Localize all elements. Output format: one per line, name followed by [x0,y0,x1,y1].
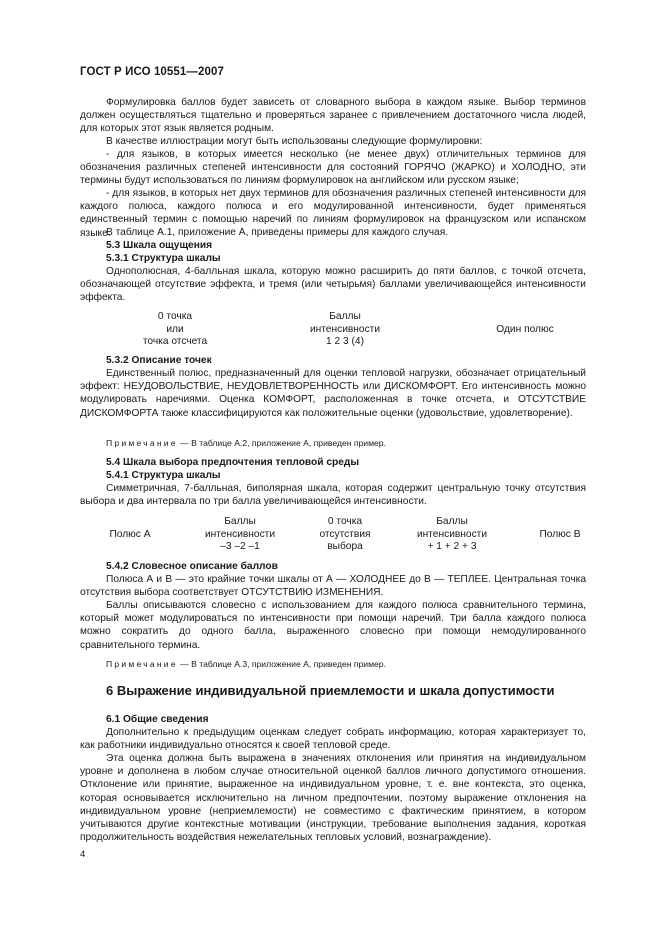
scale1-origin: 0 точка или точка отсчета [142,311,208,348]
heading-5-4-1: 5.4.1 Структура шкалы [106,470,221,481]
scale1-pole: Один полюс [496,323,554,335]
heading-6-1: 6.1 Общие сведения [106,714,209,725]
note-table-a2: Примечание — В таблице А.2, приложение А, приведен пример. [106,438,386,448]
heading-5-4: 5.4 Шкала выбора предпочтения тепловой среды [106,457,360,468]
paragraph-illustration: В качестве иллюстрации могут быть использованы следующие формулировки: [106,136,483,147]
paragraph-deviation-acceptance: Эта оценка должна быть выражена в значениях отклонения или принятия на индивидуальном уровне и дополнена в любом случае относительной оценкой баллов личного допустимого отношения. Отклонение или принятие, выраженное на индивидуальном уровне, т. е. вне контекста, это оценка, которая основывается исключительно на личном предпочтении, поэтому выражение отклонения на индивидуальном уровне (неприемлемости) не совместимо с фактическим принятием, в котором учитываются другие контекстные мотивации (инструкции, требование выполнения задания, короткая продолжительность воздействия нежелательных тепловых условий, вознаграждение). [80,753,586,844]
paragraph-bipolar-scale: Симметричная, 7-балльная, биполярная шкала, которая содержит центральную точку отсутствия выбора и два интервала по три балла увеличивающейся интенсивности. [80,483,586,508]
scale1-intensity: Баллы интенсивности 1 2 3 (4) [309,311,381,348]
bullet-no-two-terms: - для языков, в которых нет двух терминов для обозначения различных степеней интенсивности для каждого полюса, каждого полюса и его модулированной интенсивности, будет применяться единственный термин с помощью наречий по линиям формулировок на французском или испанском языке. [80,188,586,239]
heading-5-3-1: 5.3.1 Структура шкалы [106,253,221,264]
page-number: 4 [80,849,86,860]
paragraph-table-a1: В таблице А.1, приложение А, приведены примеры для каждого случая. [106,227,449,238]
paragraph-unipolar-scale: Однополюсная, 4-балльная шкала, которую можно расширить до пяти баллов, с точкой отсчета, обозначающей отсутствие эффекта, и тремя (или четырьмя) баллами увеличивающейся интенсивности эффекта. [80,266,586,304]
heading-5-3-2: 5.3.2 Описание точек [106,355,212,366]
paragraph-points-description: Единственный полюс, предназначенный для оценки тепловой нагрузки, обозначает отрицательный эффект: НЕУДОВОЛЬСТВИЕ, НЕУДОВЛЕТВОРЕННОСТЬ или ДИСКОМФОРТ. Его интенсивность можно модулировать наречиями. Оценка КОМФОРТ, расположенная в точке отсчета, и ОТСУТСТВИЕ ДИСКОМФОРТА также классифицируются как положительные оценки (удовольствие, удовлетворение). [80,368,586,419]
paragraph-additional-info: Дополнительно к предыдущим оценкам следует собрать информацию, которая характеризует то, как работники индивидуально относятся к своей тепловой среде. [80,727,586,752]
paragraph-points-verbal: Баллы описываются словесно с использованием для каждого полюса сравнительного термина, который может модулироваться по интенсивности при помощи наречий. Три балла каждого полюса можно сократить до одного балла, выраженного словесно при помощи немодулированного сравнительного термина. [80,600,586,651]
section-6-title: 6 Выражение индивидуальной приемлемости и шкала допустимости [106,683,555,698]
paragraph-word-choice: Формулировка баллов будет зависеть от словарного выбора в каждом языке. Выбор терминов должен осуществляться тщательно и проверяться заранее с привлечением достаточного числа людей, для которых этот язык является родным. [80,97,586,135]
scale2-right-intensity: Баллы интенсивности + 1 + 2 + 3 [416,516,488,553]
note-table-a3: Примечание — В таблице А.3, приложение А, приведен пример. [106,659,386,669]
paragraph-poles: Полюса А и В — это крайние точки шкалы от А — ХОЛОДНЕЕ до В — ТЕПЛЕЕ. Центральная точка отсутствия выбора соответствует ОТСУТСТВИЮ ИЗМЕНЕНИЯ. [80,574,586,599]
heading-5-3: 5.3 Шкала ощущения [106,240,213,251]
scale2-left-intensity: Баллы интенсивности –3 –2 –1 [204,516,276,553]
scale2-pole-b: Полюс В [539,528,581,540]
scale2-center: 0 точка отсутствия выбора [319,516,371,553]
document-header: ГОСТ Р ИСО 10551—2007 [80,66,225,78]
scale2-pole-a: Полюс А [109,528,151,540]
bullet-two-terms: - для языков, в которых имеется несколько (не менее двух) отличительных терминов для обозначения различных степеней интенсивности для состояний ГОРЯЧО (ЖАРКО) и ХОЛОДНО, эти термины будут использоваться по линиям формулировок на английском или русском языке; [80,149,586,187]
heading-5-4-2: 5.4.2 Словесное описание баллов [106,561,278,572]
